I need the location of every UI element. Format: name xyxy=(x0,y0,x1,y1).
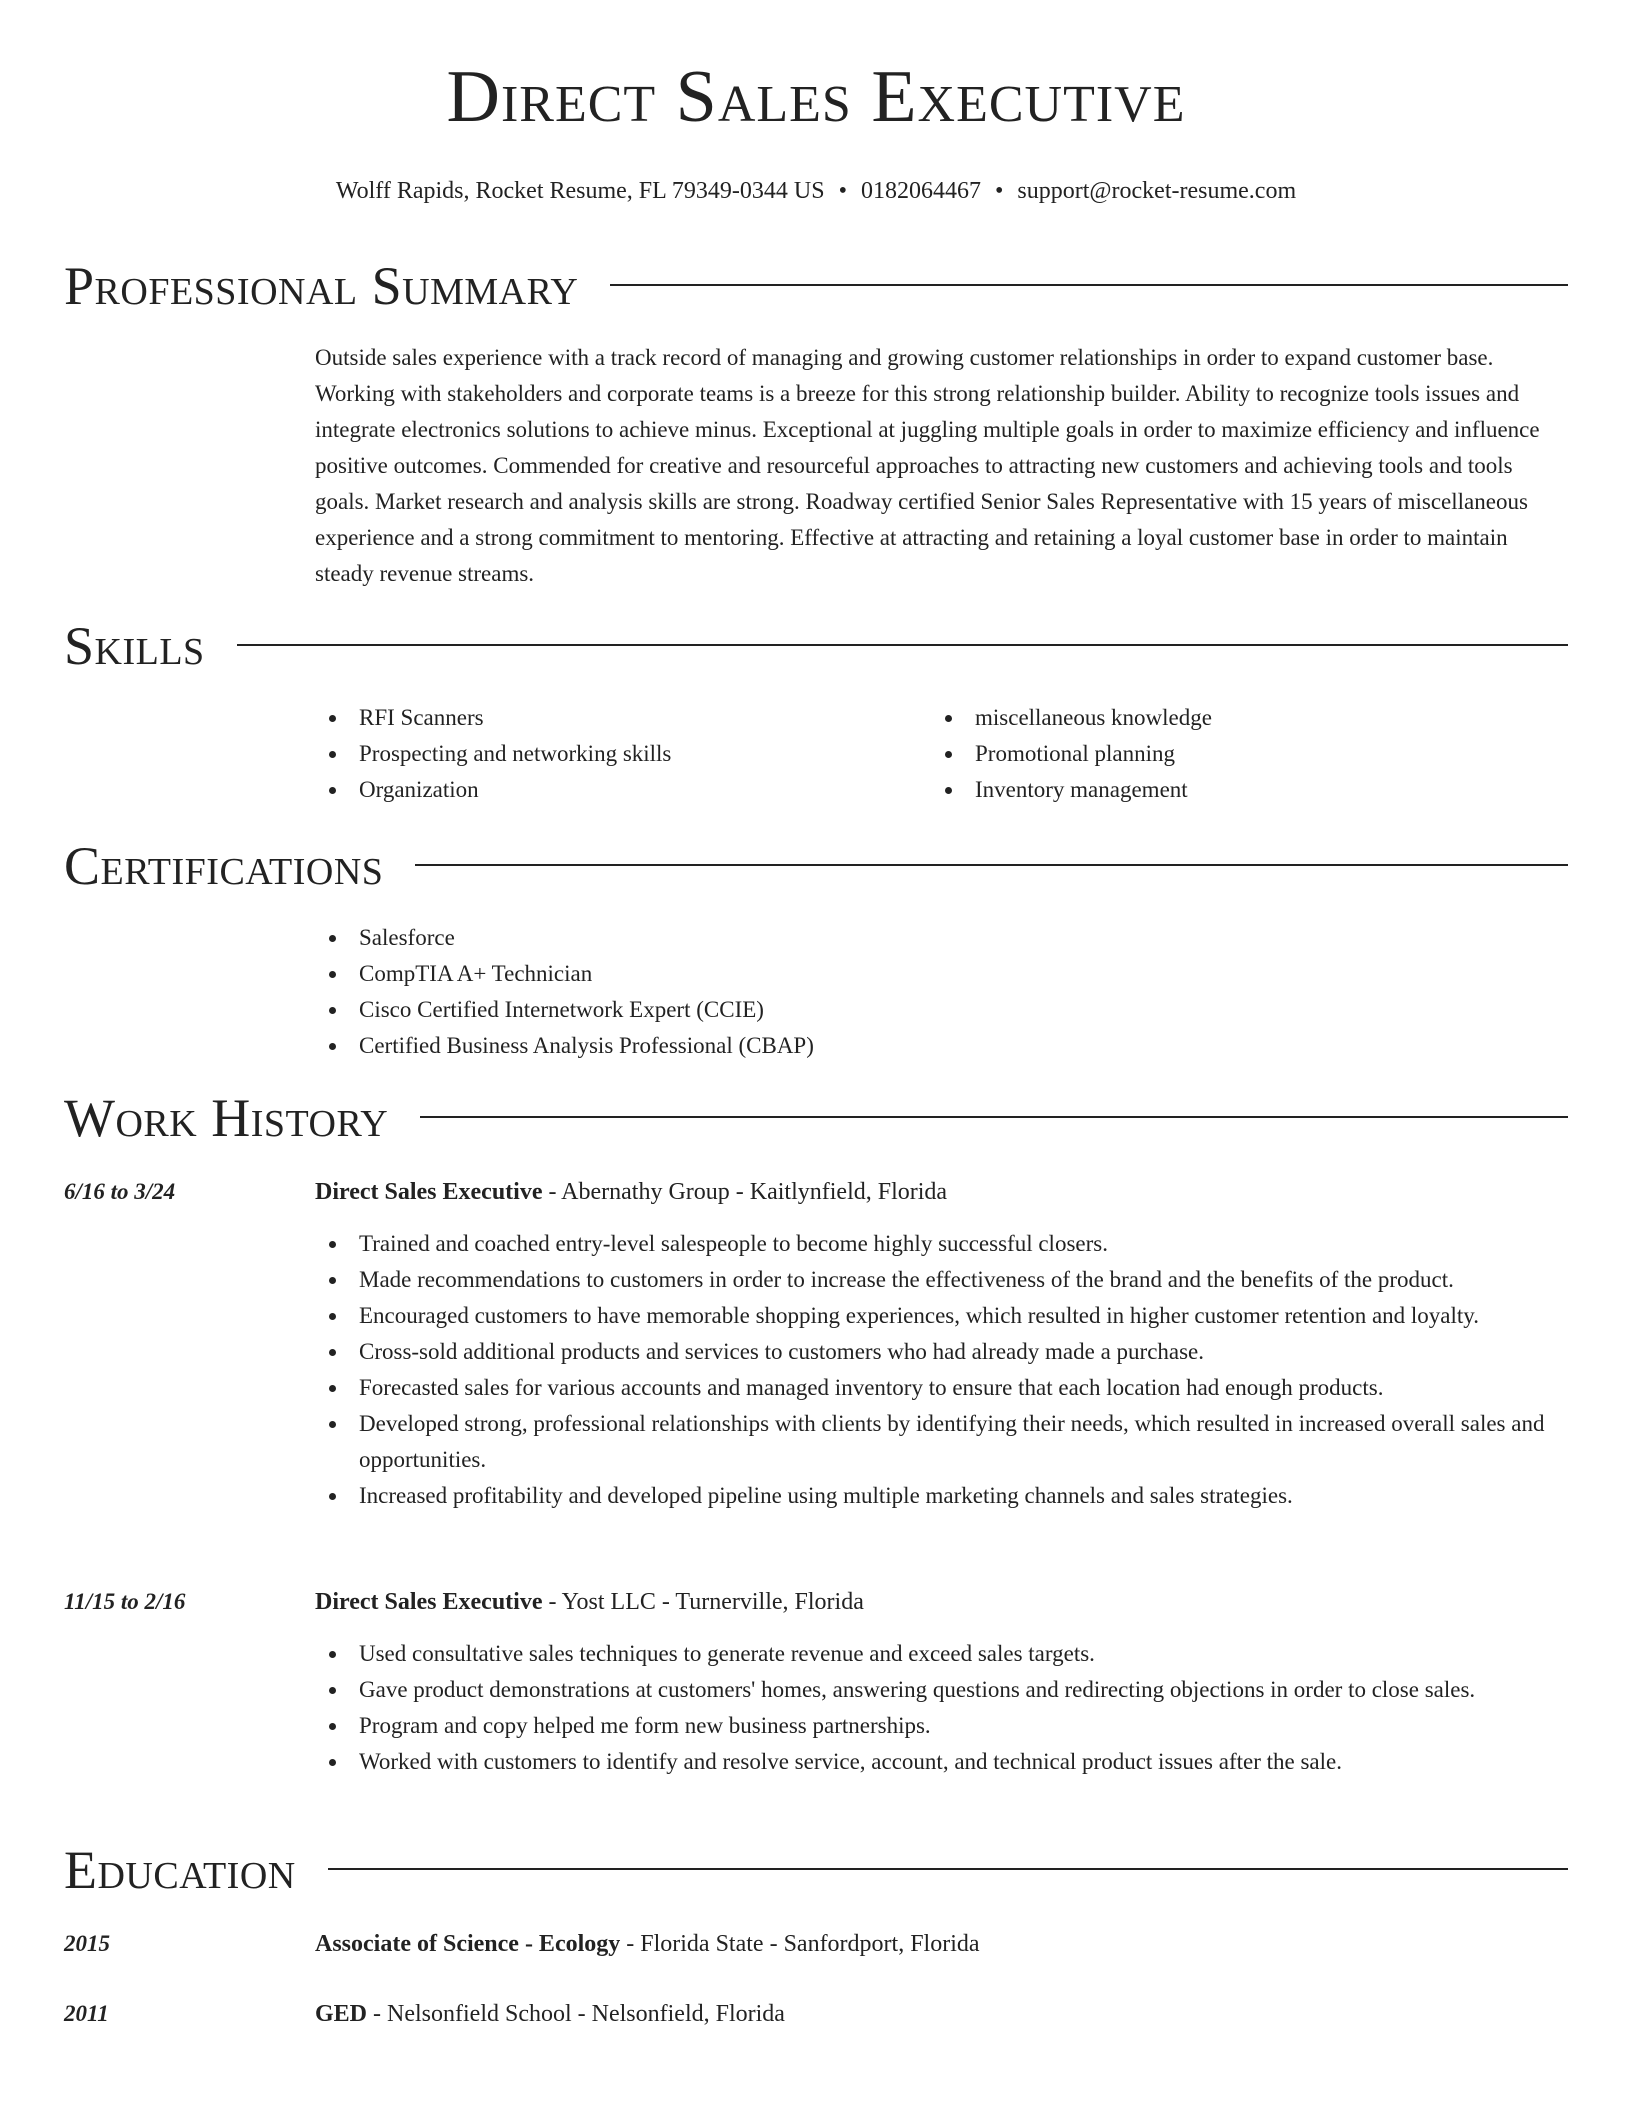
section-divider xyxy=(415,864,1568,866)
skills-list-left xyxy=(315,700,915,808)
certification-item: Cisco Certified Internetwork Expert (CCIE) xyxy=(315,992,1565,1028)
job-bullet: Program and copy helped me form new business partnerships. xyxy=(315,1708,1570,1744)
education-heading: Education xyxy=(64,1840,296,1900)
education-year: 2011 xyxy=(64,2001,109,2026)
contact-line xyxy=(0,176,1632,206)
education-school: - Florida State - Sanfordport, Florida xyxy=(620,1931,980,1957)
section-divider xyxy=(420,1116,1568,1118)
job-title: Direct Sales Executive xyxy=(315,1179,543,1205)
summary-heading: Professional Summary xyxy=(64,256,579,316)
job-bullet: Increased profitability and developed pipeline using multiple marketing channels and sales strategies. xyxy=(315,1478,1570,1514)
contact-email[interactable]: support@rocket-resume.com xyxy=(1017,178,1297,204)
job-title-line xyxy=(315,1174,947,1210)
job-dates: 11/15 to 2/16 xyxy=(64,1589,186,1614)
summary-text: Outside sales experience with a track record of managing and growing customer relationships in order to expand customer base. Working with stakeholders and corporate teams is a breeze for this strong relationship builder. Ability to recognize tools issues and integrate electronics solutions to achieve minus. Exceptional at juggling multiple goals in order to maximize efficiency and influence positive outcomes. Commended for creative and resourceful approaches to attracting new customers and achieving tools and tools goals. Market research and analysis skills are strong. Roadway certified Senior Sales Representative with 15 years of miscellaneous experience and a strong commitment to mentoring. Effective at attracting and retaining a loyal customer base in order to maintain steady revenue streams. xyxy=(315,345,1540,586)
job-bullet: Worked with customers to identify and resolve service, account, and technical product issues after the sale. xyxy=(315,1744,1570,1780)
education-section-header xyxy=(64,1840,1568,1900)
work-history-section-header xyxy=(64,1088,1568,1148)
certification-item: Certified Business Analysis Professional (CBAP) xyxy=(315,1028,1565,1064)
job-bullet: Made recommendations to customers in order to increase the effectiveness of the brand and the benefits of the product. xyxy=(315,1262,1570,1298)
education-entry xyxy=(315,1926,980,1962)
skill-item: Prospecting and networking skills xyxy=(315,736,915,772)
contact-separator: • xyxy=(838,178,848,204)
work-history-heading: Work History xyxy=(64,1088,389,1148)
job-bullet: Developed strong, professional relationships with clients by identifying their needs, which resulted in increased overall sales and opportunities. xyxy=(315,1406,1570,1478)
certifications-section-header xyxy=(64,836,1568,896)
job-title: Direct Sales Executive xyxy=(315,1589,543,1615)
skills-heading: Skills xyxy=(64,616,205,676)
section-divider xyxy=(237,644,1568,646)
job-bullet: Forecasted sales for various accounts and managed inventory to ensure that each location had enough products. xyxy=(315,1370,1570,1406)
job-title-line xyxy=(315,1584,864,1620)
summary-section-header xyxy=(64,256,1568,316)
education-degree: Associate of Science - Ecology xyxy=(315,1931,621,1957)
skill-item: miscellaneous knowledge xyxy=(931,700,1551,736)
section-divider xyxy=(328,1868,1568,1870)
job-bullet: Encouraged customers to have memorable shopping experiences, which resulted in higher customer retention and loyalty. xyxy=(315,1298,1570,1334)
job-bullet: Cross-sold additional products and services to customers who had already made a purchase. xyxy=(315,1334,1570,1370)
certification-item: Salesforce xyxy=(315,920,1565,956)
education-school: - Nelsonfield School - Nelsonfield, Florida xyxy=(367,2001,785,2027)
skills-section-header xyxy=(64,616,1568,676)
certifications-heading: Certifications xyxy=(64,836,384,896)
job-bullets xyxy=(315,1636,1570,1780)
skills-list-right xyxy=(931,700,1551,808)
contact-separator: • xyxy=(995,178,1004,204)
job-employer: - Yost LLC - Turnerville, Florida xyxy=(542,1589,864,1615)
candidate-name: Direct Sales Executive xyxy=(446,56,1186,138)
education-entry xyxy=(315,1996,785,2032)
contact-phone: 0182064467 xyxy=(861,178,982,204)
job-employer: - Abernathy Group - Kaitlynfield, Florida xyxy=(542,1179,948,1205)
section-divider xyxy=(610,284,1568,286)
certification-item: CompTIA A+ Technician xyxy=(315,956,1565,992)
skill-item: Promotional planning xyxy=(931,736,1551,772)
education-degree: GED xyxy=(315,2001,368,2027)
education-year: 2015 xyxy=(64,1931,110,1956)
job-bullet: Trained and coached entry-level salespeople to become highly successful closers. xyxy=(315,1226,1570,1262)
certifications-list xyxy=(315,920,1565,1064)
job-bullet: Used consultative sales techniques to generate revenue and exceed sales targets. xyxy=(315,1636,1570,1672)
job-bullets xyxy=(315,1226,1570,1514)
job-bullet: Gave product demonstrations at customers' homes, answering questions and redirecting objections in order to close sales. xyxy=(315,1672,1570,1708)
skill-item: Organization xyxy=(315,772,915,808)
job-dates: 6/16 to 3/24 xyxy=(64,1179,176,1204)
skill-item: Inventory management xyxy=(931,772,1551,808)
contact-address: Wolff Rapids, Rocket Resume, FL 79349-0344 US xyxy=(335,178,825,204)
skill-item: RFI Scanners xyxy=(315,700,915,736)
